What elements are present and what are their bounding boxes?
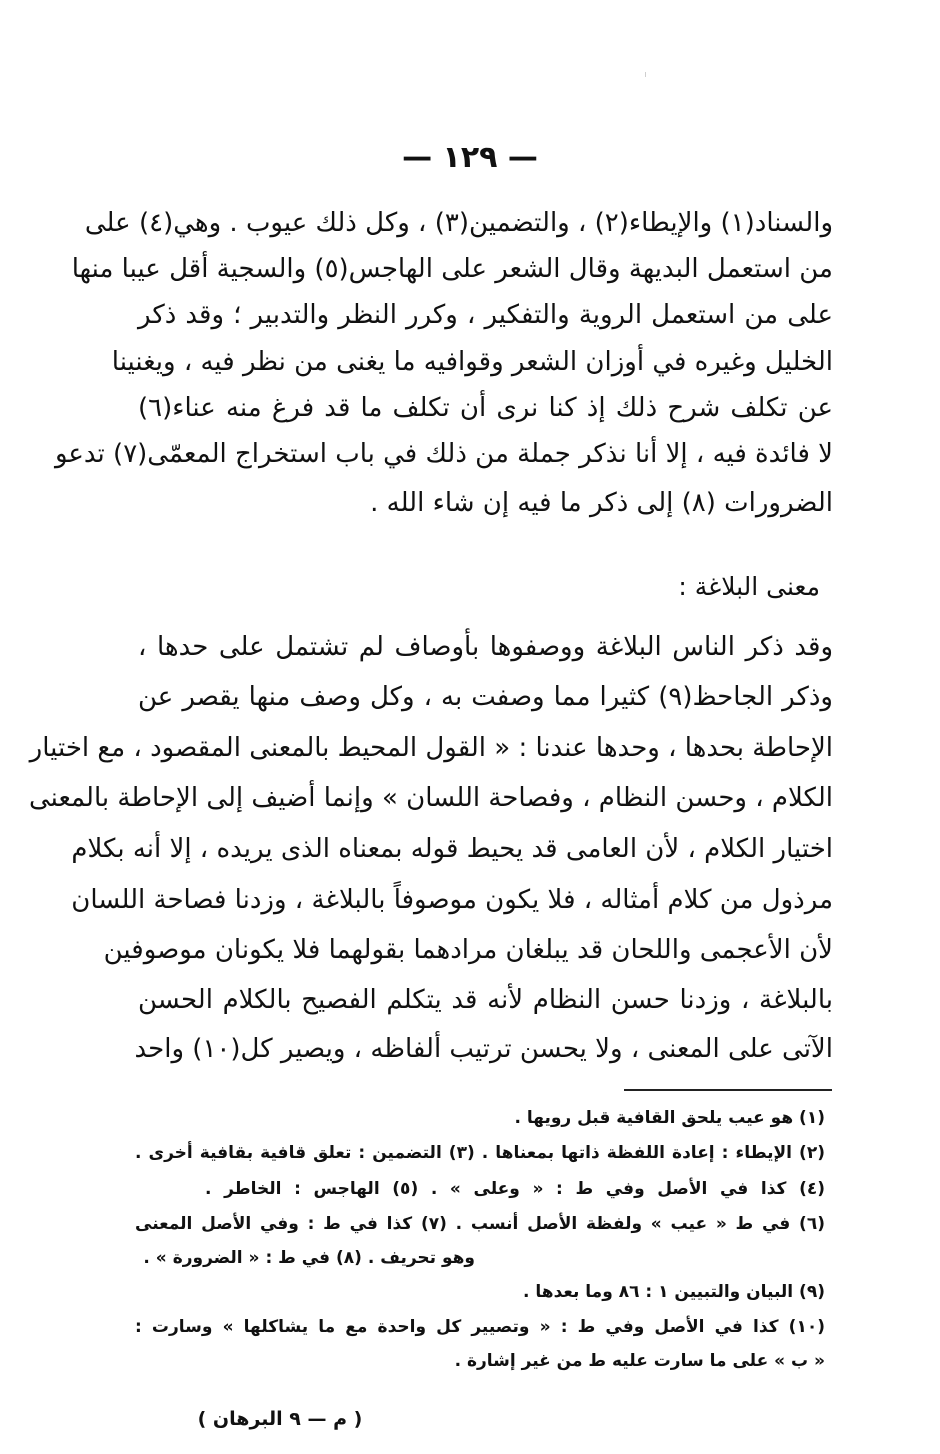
paragraph-2-line-3: الإحاطة بحدها ، وحدها عندنا : « القول المحيط بالمعنى المقصود ، مع اختيار (29, 733, 833, 763)
footnote-10-continued: « ب » على ما سارت عليه ط من غير إشارة . (454, 1351, 825, 1371)
footnote-10: (١٠) كذا في الأصل وفي ط : « وتصيير كل واحدة مع ما يشاكلها » وسارت : (135, 1317, 825, 1337)
footnote-6-7: (٦) في ط « عيب » ولفظة الأصل أنسب . (٧) كذا في ط : وفي الأصل المعنى (135, 1214, 826, 1234)
paragraph-2-line-2: وذكر الجاحظ(٩) كثيرا مما وصفت به ، وكل وصف منها يقصر عن (138, 682, 833, 712)
paragraph-2-line-4: الكلام ، وحسن النظام ، وفصاحة اللسان » وإنما أضيف إلى الإحاطة بالمعنى (28, 783, 833, 813)
paper-speck (645, 72, 646, 77)
paragraph-1-line-5: عن تكلف شرح ذلك إذ كنا نرى أن تكلف ما قد فرغ منه عناء(٦) (138, 393, 833, 423)
footnote-7-continued-8: وهو تحريف . (٨) في ط : « الضرورة » . (143, 1248, 475, 1268)
paragraph-1-line-6: لا فائدة فيه ، إلا أنا نذكر جملة من ذلك في باب استخراج المعمّى(٧) تدعو (54, 439, 833, 469)
footnote-divider (624, 1089, 832, 1091)
footnote-2-3: (٢) الإيطاء : إعادة اللفظة ذاتها بمعناها . (٣) التضمين : تعلق قافية بقافية أخرى . (135, 1143, 825, 1163)
section-heading: معنى البلاغة : (678, 572, 820, 601)
paragraph-1-line-7: الضرورات (٨) إلى ذكر ما فيه إن شاء الله . (370, 488, 833, 518)
paragraph-1-line-3: على من استعمل الروية والتفكير ، وكرر النظر والتدبير ؛ وقد ذكر (138, 300, 833, 330)
paragraph-1-line-2: من استعمل البديهة وقال الشعر على الهاجس(٥) والسجية أقل عيبا منها (71, 254, 833, 284)
paragraph-2-line-1: وقد ذكر الناس البلاغة ووصفوها بأوصاف لم تشتمل على حدها ، (138, 632, 833, 662)
paragraph-1-line-1: والسناد(١) والإيطاء(٢) ، والتضمين(٣) ، وكل ذلك عيوب . وهي(٤) على (84, 208, 833, 238)
footnote-1: (١) هو عيب يلحق القافية قبل رويها . (514, 1108, 825, 1128)
page-number: — ١٢٩ — (402, 140, 538, 175)
paragraph-2-line-8: بالبلاغة ، وزدنا حسن النظام لأنه قد يتكلم الفصيح بالكلام الحسن (138, 985, 833, 1015)
footnote-4-5: (٤) كذا في الأصل وفي ط : « وعلى » . (٥) الهاجس : الخاطر . (205, 1179, 826, 1199)
paragraph-1-line-4: الخليل وغيره في أوزان الشعر وقوافيه ما يغنى من نظر فيه ، ويغنينا (111, 347, 833, 377)
paragraph-2-line-9: الآتى على المعنى ، ولا يحسن ترتيب ألفاظه ، ويصير كل(١٠) واحد (134, 1034, 833, 1064)
paragraph-2-line-5: اختيار الكلام ، لأن العامى قد يحيط قوله بمعناه الذى يريده ، إلا أنه بكلام (71, 834, 833, 864)
paragraph-2-line-7: لأن الأعجمى واللحان قد يبلغان مرادهما بقولهما فلا يكونان موصوفين (103, 935, 833, 965)
book-signature: ( م — ٩ البرهان ) (197, 1408, 363, 1430)
paragraph-2-line-6: مرذول من كلام أمثاله ، فلا يكون موصوفاً بالبلاغة ، وزدنا فصاحة اللسان (71, 885, 833, 915)
footnote-9: (٩) البيان والتبيين ١ : ٨٦ وما بعدها . (523, 1282, 825, 1302)
